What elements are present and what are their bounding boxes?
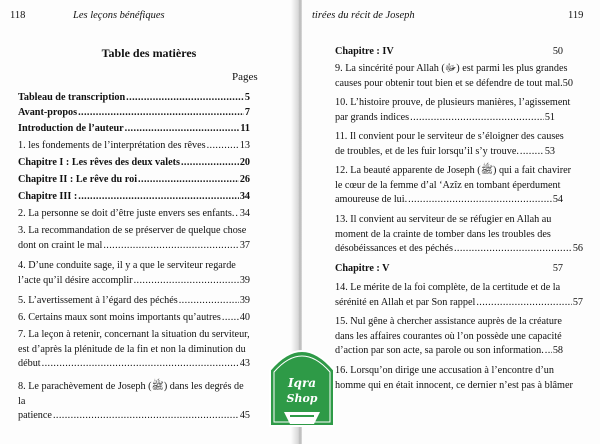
pages-label: Pages [232,71,258,83]
chapter-heading: Chapitre : IV 50 [335,46,563,57]
toc-entry: Chapitre III : ..... 34 [18,190,250,205]
toc-entry: 16. Lorsqu’on dirige une accusation à l’encontre d’un homme qui en était innocent, ce dernier n’est pas à blâmer [335,365,573,391]
toc-entry: 11. Il convient pour le serviteur de s’éloigner des causes de troubles, et de les fuir lorsqu’il s’y trouve. ..... 53 [335,130,583,159]
toc-entry: 15. Nul gêne à chercher assistance auprès de la créature dans les affaires courantes où l’on possède une capacité d’action par son acte, sa parole ou son information. ..... 58 [335,315,583,359]
toc-entry: 14. Le mérite de la foi complète, de la certitude et de la sérénité en Allah et par Son rappel ..... 57 [335,281,583,310]
toc-entry: 4. D’une conduite sage, il y a que le serviteur regarde l’acte qu’il désire accomplir ..... 39 [18,259,250,288]
toc-entry: 2. La personne se doit d’être juste envers ses enfants. ..... 34 [18,207,250,222]
logo-text-line1: Iqra [287,376,317,390]
right-page [302,0,600,444]
left-running-head: Les leçons bénéfiques [73,10,165,21]
right-page-number: 119 [568,10,584,21]
toc-entry: 3. La recommandation de se préserver de quelque chose dont on craint le mal ..... 37 [18,224,250,253]
left-page-number: 118 [10,10,26,21]
chapter-heading: Chapitre : V 57 [335,263,563,274]
toc-entry: 13. Il convient au serviteur de se réfugier en Allah au moment de la crainte de tomber dans les troubles des désobéissances et des péchés ..... 56 [335,213,583,257]
toc-entry: 9. La sincérité pour Allah (ﷻ) est parmi les plus grandes causes pour obtenir tout bien et se défendre de tout mal. 50 [335,63,573,89]
right-running-head: tirées du récit de Joseph [312,10,415,21]
toc-entry: Tableau de transcription ..... 5 [18,91,250,106]
left-page [0,0,298,444]
toc-entry: Chapitre I : Les rêves des deux valets ..... 20 [18,156,250,171]
toc-entry: 6. Certains maux sont moins importants qu’autres ..... 40 [18,311,250,326]
toc-entry: 7. La leçon à retenir, concernant la situation du serviteur, est d’après la plénitude de la fin et non la diminution du début ..... 43 [18,328,250,372]
logo-text-line2: Shop [286,392,318,405]
toc-entry: 8. Le parachèvement de Joseph (ﷺ) dans les degrés de la patience ..... 45 [18,380,250,424]
toc-entry: 5. L’avertissement à l’égard des péchés ..... 39 [18,294,250,309]
toc-entry: 10. L’histoire prouve, de plusieurs manières, l’agissement par grands indices ..... 51 [335,96,583,125]
toc-entry: 12. La beauté apparente de Joseph (ﷺ) qui a fait chavirer le cœur de la femme d’al ‘Azîz en tombant éperdument amoureuse de lui. ..... 54 [335,164,583,208]
toc-entry: 1. les fondements de l’interprétation des rêves ..... 13 [18,139,250,154]
iqra-shop-logo [262,340,342,438]
toc-entry: Chapitre II : Le rêve du roi ..... 26 [18,173,250,188]
toc-entry: Avant-propos ..... 7 [18,106,250,121]
toc-entry: Introduction de l’auteur ..... 11 [18,122,250,137]
toc-title: Table des matières [101,46,197,60]
